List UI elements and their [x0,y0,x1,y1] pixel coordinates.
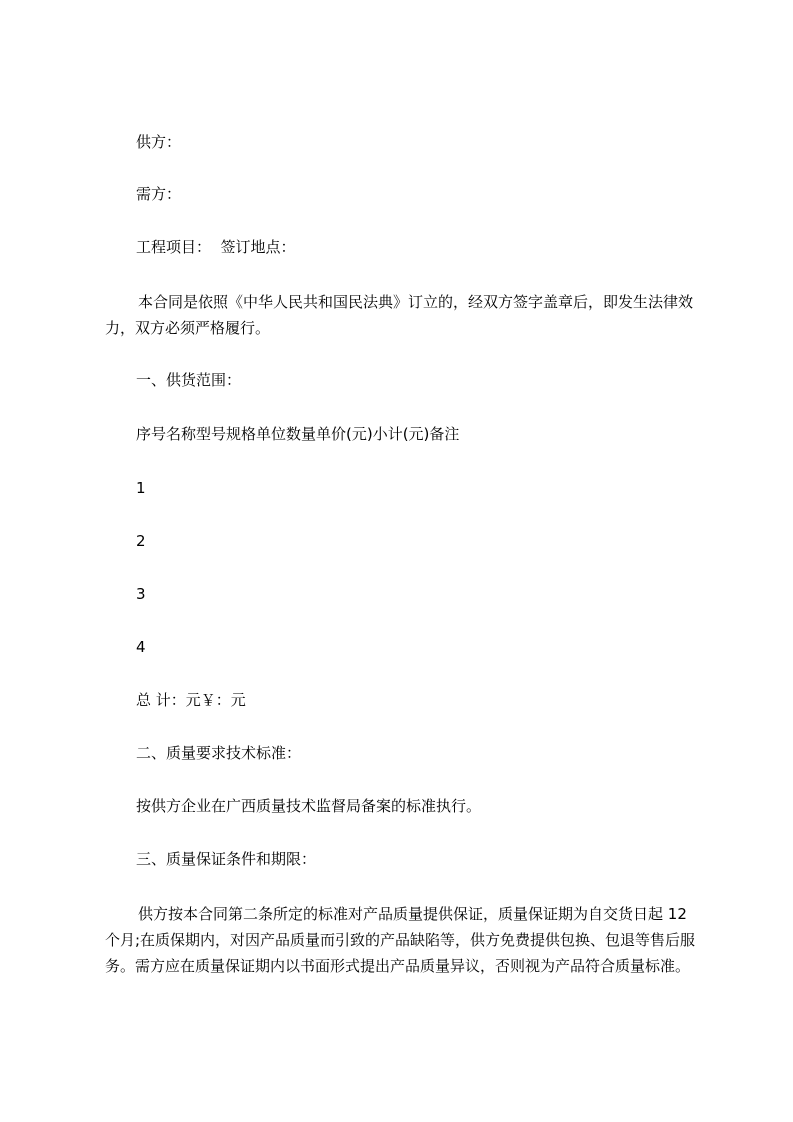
section1-heading: 一、供货范围： [136,371,242,389]
warranty-paragraph [105,901,705,979]
quality-standard-text: 按供方企业在广西质量技术监督局备案的标准执行。 [136,797,482,815]
supply-row-number: 1 [136,479,146,497]
supply-row-number: 3 [136,585,146,603]
section2-heading: 二、质量要求技术标准： [136,744,302,762]
intro-paragraph [105,289,705,341]
section3-heading: 三、质量保证条件和期限： [136,850,317,868]
warranty-paragraph-text: 供方按本合同第二条所定的标准对产品质量提供保证，质量保证期为自交货日起 12 个月;在质保期内，对因产品质量而引致的产品缺陷等，供方免费提供包换、包退等售后服务。需方应在质量保证期内以书面形式提出产品质量异议，否则视为产品符合质量标准。 [105,905,696,975]
supply-row-number: 4 [136,638,146,656]
supplier-label: 供方： [136,133,182,151]
intro-paragraph-text: 本合同是依照《中华人民共和国民法典》订立的，经双方签字盖章后，即发生法律效力，双方必须严格履行。 [105,293,694,337]
supply-total: 总 计：元￥：元 [136,691,246,709]
project-location-line: 工程项目： 签订地点： [136,238,296,256]
supply-row-number: 2 [136,532,146,550]
buyer-label: 需方： [136,185,182,203]
supply-table-header: 序号名称型号规格单位数量单价(元)小计(元)备注 [136,425,460,443]
